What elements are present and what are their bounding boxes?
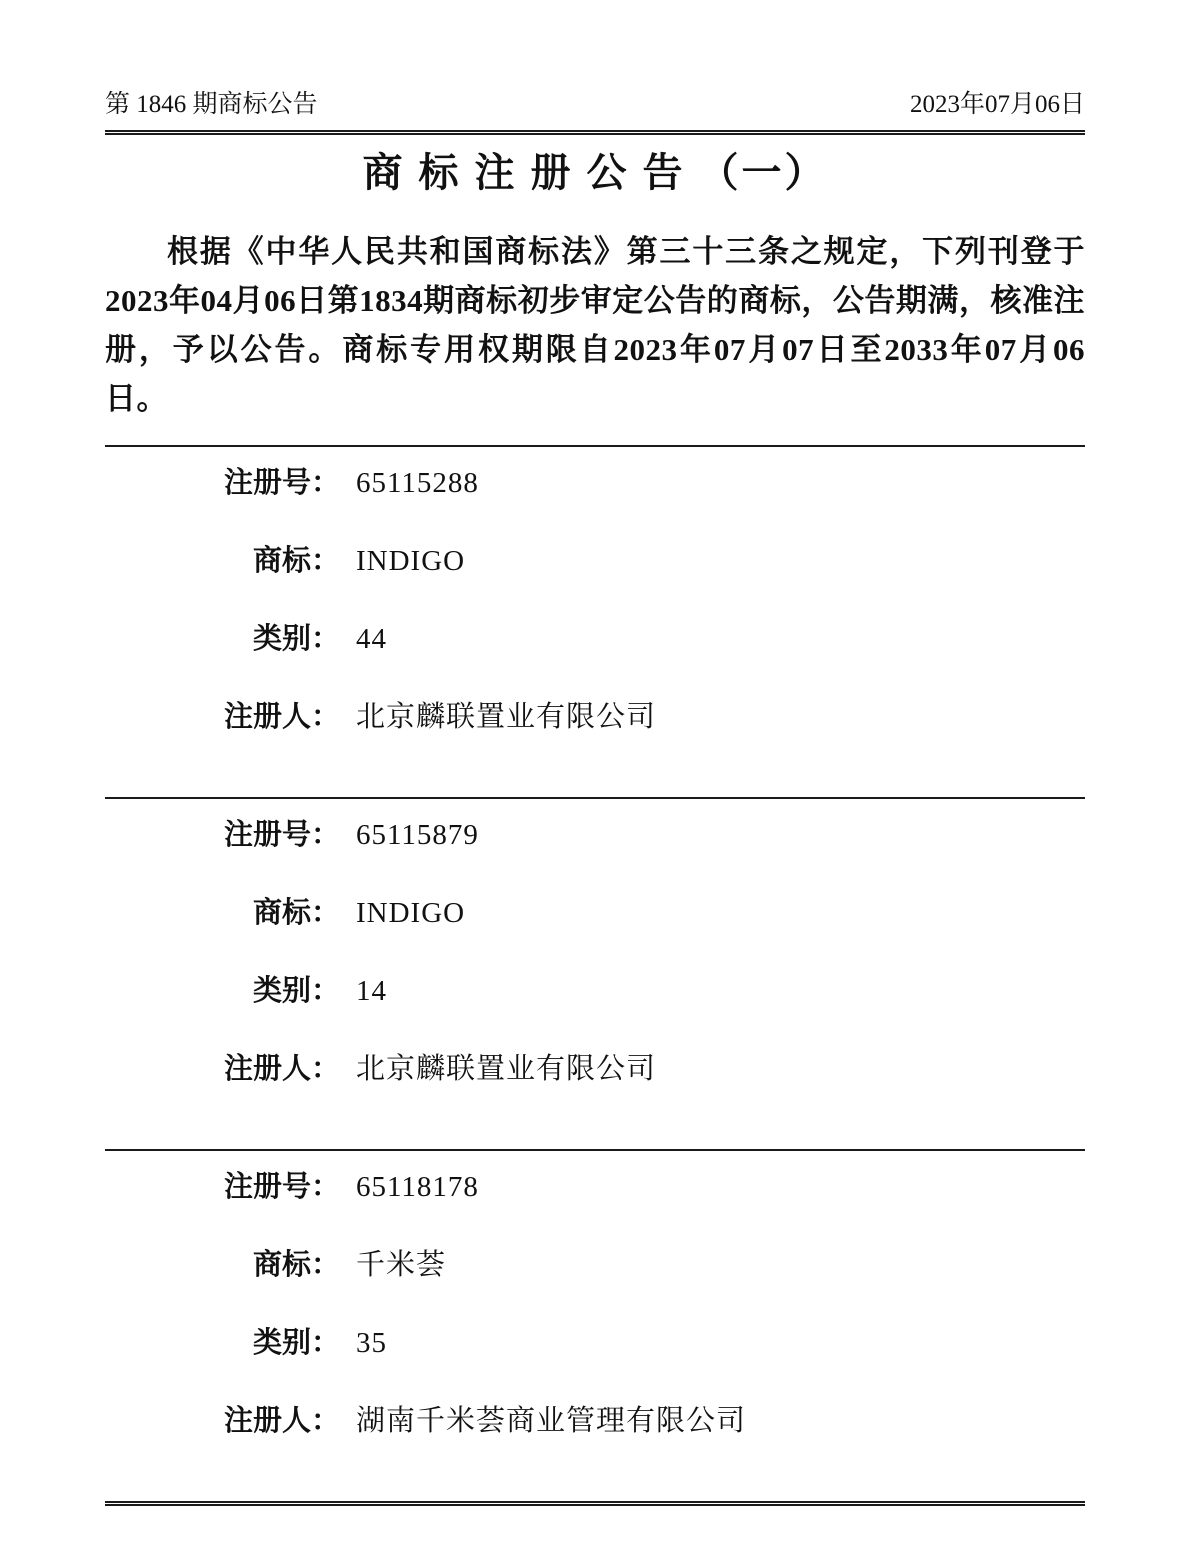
publication-date: 2023年07月06日 — [909, 91, 1085, 118]
entry-row-class — [105, 1323, 1085, 1363]
footer-divider — [105, 1501, 1085, 1506]
page-header — [105, 0, 1085, 120]
class-value: 14 — [356, 975, 387, 1007]
entry-row-registrant — [105, 1049, 1085, 1089]
trademark-entry — [105, 445, 1085, 737]
registration-number-label: 注册号： — [223, 1171, 340, 1203]
entry-row-class — [105, 971, 1085, 1011]
registration-number-label: 注册号： — [223, 467, 340, 499]
entry-row-registration-number — [105, 815, 1085, 855]
trademark-label: 商标： — [252, 545, 340, 577]
class-value: 35 — [356, 1327, 387, 1359]
intro-paragraph: 根据《中华人民共和国商标法》第三十三条之规定，下列刊登于2023年04月06日第1834期商标初步审定公告的商标，公告期满，核准注册，予以公告。商标专用权期限自2023年07月07日至2033年07月06日。 — [105, 234, 1085, 416]
trademark-entry — [105, 1149, 1085, 1441]
registrant-label: 注册人： — [223, 1405, 340, 1437]
journal-issue: 第 1846 期商标公告 — [105, 91, 318, 118]
entry-row-registration-number — [105, 1167, 1085, 1207]
trademark-value: 千米荟 — [356, 1249, 447, 1281]
registration-number-value: 65118178 — [356, 1171, 479, 1203]
trademark-value: INDIGO — [356, 545, 466, 577]
header-divider — [105, 130, 1085, 135]
trademark-label: 商标： — [252, 1249, 340, 1281]
class-value: 44 — [356, 623, 387, 655]
entry-row-registration-number — [105, 463, 1085, 503]
registration-number-value: 65115288 — [356, 467, 479, 499]
registrant-label: 注册人： — [223, 701, 340, 733]
entry-row-registrant — [105, 1401, 1085, 1441]
registrant-value: 湖南千米荟商业管理有限公司 — [356, 1405, 747, 1437]
registration-number-label: 注册号： — [223, 819, 340, 851]
trademark-label: 商标： — [252, 897, 340, 929]
registrant-label: 注册人： — [223, 1053, 340, 1085]
entry-row-trademark — [105, 541, 1085, 581]
trademark-value: INDIGO — [356, 897, 466, 929]
entry-row-trademark — [105, 1245, 1085, 1285]
class-label: 类别： — [252, 1327, 340, 1359]
registrant-value: 北京麟联置业有限公司 — [356, 1053, 657, 1085]
page-title: 商 标 注 册 公 告 （一） — [362, 150, 828, 195]
entry-row-class — [105, 619, 1085, 659]
entry-row-trademark — [105, 893, 1085, 933]
entry-row-registrant — [105, 697, 1085, 737]
registrant-value: 北京麟联置业有限公司 — [356, 701, 657, 733]
registration-number-value: 65115879 — [356, 819, 479, 851]
trademark-entry — [105, 797, 1085, 1089]
class-label: 类别： — [252, 975, 340, 1007]
class-label: 类别： — [252, 623, 340, 655]
